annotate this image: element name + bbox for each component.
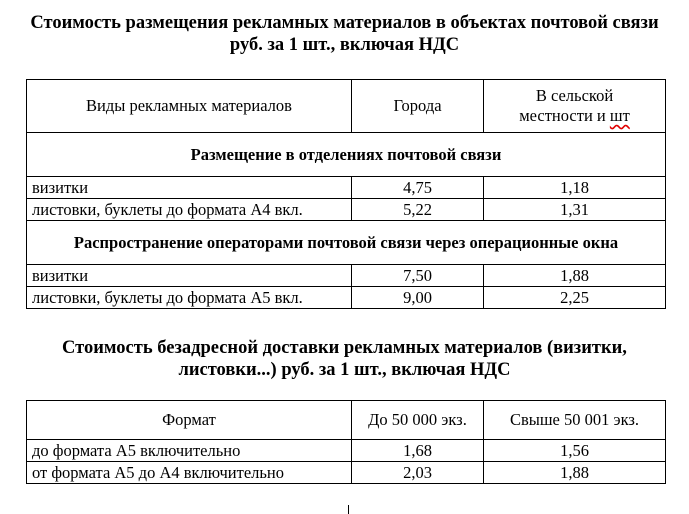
format-cell: до формата А5 включительно xyxy=(27,440,352,462)
column-header-rural-text: местности и xyxy=(519,106,606,125)
table-row xyxy=(27,287,666,309)
section-title-operators: Распространение операторами почтовой связи через операционные окна xyxy=(27,221,666,265)
price-cell: 1,88 xyxy=(484,462,666,484)
price-cell: 2,03 xyxy=(352,462,484,484)
column-header-format: Формат xyxy=(27,401,352,440)
section-row xyxy=(27,221,666,265)
delivery-title-line-1: Стоимость безадресной доставки рекламных материалов (визитки, xyxy=(62,338,627,358)
rural-price-cell: 1,88 xyxy=(484,265,666,287)
pricing-title xyxy=(0,12,689,56)
table-row xyxy=(27,462,666,484)
city-price-cell: 7,50 xyxy=(352,265,484,287)
pricing-title-line-2: руб. за 1 шт., включая НДС xyxy=(229,35,460,55)
table-row xyxy=(27,265,666,287)
table-row xyxy=(27,199,666,221)
placement-price-table xyxy=(26,79,666,309)
section-row xyxy=(27,133,666,177)
city-price-cell: 4,75 xyxy=(352,177,484,199)
table-header-row xyxy=(27,401,666,440)
price-cell: 1,68 xyxy=(352,440,484,462)
column-header-rural xyxy=(484,80,666,133)
column-header-city: Города xyxy=(352,80,484,133)
rural-price-cell: 1,18 xyxy=(484,177,666,199)
column-header-rural-line-1: В сельской xyxy=(535,86,614,105)
column-header-up-to-50000: До 50 000 экз. xyxy=(352,401,484,440)
delivery-title xyxy=(0,337,689,381)
rural-price-cell: 2,25 xyxy=(484,287,666,309)
rural-price-cell: 1,31 xyxy=(484,199,666,221)
column-header-material-type: Виды рекламных материалов xyxy=(27,80,352,133)
city-price-cell: 9,00 xyxy=(352,287,484,309)
city-price-cell: 5,22 xyxy=(352,199,484,221)
spellcheck-word: шт xyxy=(609,106,630,125)
material-cell: листовки, буклеты до формата А5 вкл. xyxy=(27,287,352,309)
format-cell: от формата А5 до А4 включительно xyxy=(27,462,352,484)
material-cell: визитки xyxy=(27,177,352,199)
column-header-rural-line-2 xyxy=(489,106,660,126)
material-cell: листовки, буклеты до формата А4 вкл. xyxy=(27,199,352,221)
pricing-title-line-1: Стоимость размещения рекламных материалов в объектах почтовой связи xyxy=(30,13,659,33)
delivery-price-table xyxy=(26,400,666,484)
price-cell: 1,56 xyxy=(484,440,666,462)
material-cell: визитки xyxy=(27,265,352,287)
table-row xyxy=(27,440,666,462)
delivery-title-line-2: листовки...) руб. за 1 шт., включая НДС xyxy=(178,360,511,380)
text-cursor xyxy=(348,505,349,514)
section-title-post-offices: Размещение в отделениях почтовой связи xyxy=(27,133,666,177)
table-header-row xyxy=(27,80,666,133)
column-header-over-50001: Свыше 50 001 экз. xyxy=(484,401,666,440)
table-row xyxy=(27,177,666,199)
